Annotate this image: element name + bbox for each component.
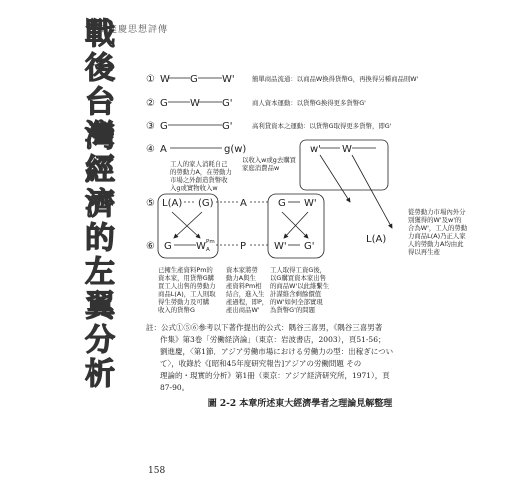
row4-middle-note xyxy=(242,155,297,172)
svg-text:收入的貨幣G: 收入的貨幣G xyxy=(158,306,195,314)
row5-w-prime: W' xyxy=(304,198,317,209)
svg-text:力商品L(A)乃正人家: 力商品L(A)乃正人家 xyxy=(408,232,466,240)
bottom-note-1 xyxy=(158,265,216,314)
row6-w-prime: W' xyxy=(274,241,287,252)
svg-text:得生勞動力及可購: 得生勞動力及可購 xyxy=(158,298,210,306)
row6-a-sub: A xyxy=(206,247,210,253)
row5-la-right: L(A) xyxy=(366,234,387,245)
row6-g: G xyxy=(164,241,172,252)
book-title-char: 經 xyxy=(85,153,115,188)
svg-text:合為W'，工人的勞動: 合為W'，工人的勞動 xyxy=(408,224,468,232)
row5-a: A xyxy=(240,198,247,209)
svg-text:工人的家人消耗自己: 工人的家人消耗自己 xyxy=(170,160,228,168)
svg-text:買工人出售的勞動力: 買工人出售的勞動力 xyxy=(158,282,216,290)
svg-text:入g或實物收入w: 入g或實物收入w xyxy=(170,184,218,192)
row5-g-paren: (G) xyxy=(198,198,214,209)
row2-desc: 商人資本運動：以貨幣G換得更多貨幣G' xyxy=(252,99,366,107)
svg-text:市場之外創造貨幣收: 市場之外創造貨幣收 xyxy=(170,176,228,184)
row4-gw: g(w) xyxy=(224,144,247,155)
row4-w: W xyxy=(342,144,352,155)
svg-text:已擁生產資料Pm的: 已擁生產資料Pm的 xyxy=(158,266,213,274)
svg-text:別獲得的W'及w'的: 別獲得的W'及w'的 xyxy=(408,216,462,224)
book-title-char: 台 xyxy=(85,85,115,120)
row3-desc: 高利貸資本之運動：以貨幣G取得更多貨幣，即G' xyxy=(252,122,392,130)
row4-num: ④ xyxy=(146,144,155,155)
row4-right-note xyxy=(408,207,468,256)
bottom-note-2 xyxy=(226,265,268,314)
svg-text:資本家將勞: 資本家將勞 xyxy=(226,266,258,274)
svg-text:的W'如何全部實現: 的W'如何全部實現 xyxy=(270,298,323,306)
row1-g: G xyxy=(190,74,198,85)
row2-num: ② xyxy=(146,98,155,109)
row6-p: P xyxy=(240,241,247,252)
book-title-char: 左 xyxy=(85,255,115,290)
row2-g2: G' xyxy=(222,98,233,109)
row5-g: G xyxy=(278,198,286,209)
page-number: 158 xyxy=(148,466,166,476)
svg-text:產過程，即P，: 產過程，即P， xyxy=(226,298,269,306)
row4-w-prime: w' xyxy=(310,144,321,155)
svg-text:家庭消費品w: 家庭消費品w xyxy=(242,164,280,172)
row5-num: ⑤ xyxy=(146,198,155,209)
svg-text:資本家，用貨幣G購: 資本家，用貨幣G購 xyxy=(158,274,215,282)
row1-w: W xyxy=(160,74,170,85)
svg-text:為貨幣G'的問題: 為貨幣G'的問題 xyxy=(270,306,316,314)
row3-g2: G' xyxy=(222,121,233,132)
book-title-char: 析 xyxy=(85,357,115,392)
row2-g: G xyxy=(160,98,168,109)
svg-text:的勞動力A，在勞動力: 的勞動力A，在勞動力 xyxy=(170,168,232,176)
row2-w: W xyxy=(190,98,200,109)
svg-text:人的勞動力A均由此: 人的勞動力A均由此 xyxy=(408,240,464,248)
svg-text:得以再生產: 得以再生產 xyxy=(408,248,440,256)
svg-text:產出商品W': 產出商品W' xyxy=(226,306,260,314)
svg-text:商品L(A)，工人則取: 商品L(A)，工人則取 xyxy=(158,290,216,298)
running-head: 劉進慶思想評傳 xyxy=(98,25,169,35)
svg-text:動力A與生: 動力A與生 xyxy=(226,274,256,282)
svg-text:以收入w或g去購買: 以收入w或g去購買 xyxy=(242,156,297,164)
row1-desc: 簡單商品流通：以商品W換得貨幣G，再換得另種商品則W' xyxy=(252,75,419,83)
book-title-char: 濟 xyxy=(85,187,115,222)
svg-text:的商品W'以此維繫生: 的商品W'以此維繫生 xyxy=(270,282,330,290)
bottom-note-3 xyxy=(270,265,330,314)
book-title-char: 的 xyxy=(85,221,115,256)
row1-w2: W' xyxy=(222,74,235,85)
svg-text:計謀維含剩餘價值: 計謀維含剩餘價值 xyxy=(270,290,322,298)
book-title-char: 戰 xyxy=(85,17,115,52)
book-title-char: 翼 xyxy=(85,289,115,324)
row6-w: W xyxy=(196,241,206,252)
row6-g-prime: G' xyxy=(304,241,315,252)
book-title-char: 灣 xyxy=(85,119,115,154)
svg-text:結合，進入生: 結合，進入生 xyxy=(226,290,265,298)
row5-la: L(A) xyxy=(162,198,183,209)
row3-num: ③ xyxy=(146,121,155,132)
row4-left-note xyxy=(170,159,232,192)
book-title-char: 分 xyxy=(85,323,115,358)
row3-g: G xyxy=(160,121,168,132)
svg-text:從勞動力市場內外分: 從勞動力市場內外分 xyxy=(408,208,466,216)
row6-pm: Pm xyxy=(206,239,215,245)
svg-text:工人取得工資G後，: 工人取得工資G後， xyxy=(270,266,327,274)
figure-caption: 圖 2-2 本章所述東大經濟學者之理論見解整理 xyxy=(207,399,393,409)
row4-a: A xyxy=(160,144,167,155)
book-title-char: 後 xyxy=(85,51,115,86)
svg-text:以G購買資本家出售: 以G購買資本家出售 xyxy=(270,274,327,282)
footnote: 註：公式①⑤⑥參考以下著作提出的公式：隅谷三喜男，《隅谷三喜男著 作集》第3卷「労働経済論」（東京：岩波書店，2003），頁51-56； 劉進慶，〈第1節．アジア労働市場における労働力の型：出稼ぎについ て〉，收錄於《[昭和45年度研究報告]アジアの労働問題 その 理論的・現實的分析》第1冊（東京：アジア経済研究所，1971），頁 87-90。 xyxy=(146,323,394,392)
row6-num: ⑥ xyxy=(146,241,155,252)
row1-num: ① xyxy=(146,74,155,85)
svg-text:產資料Pm相: 產資料Pm相 xyxy=(226,282,262,290)
